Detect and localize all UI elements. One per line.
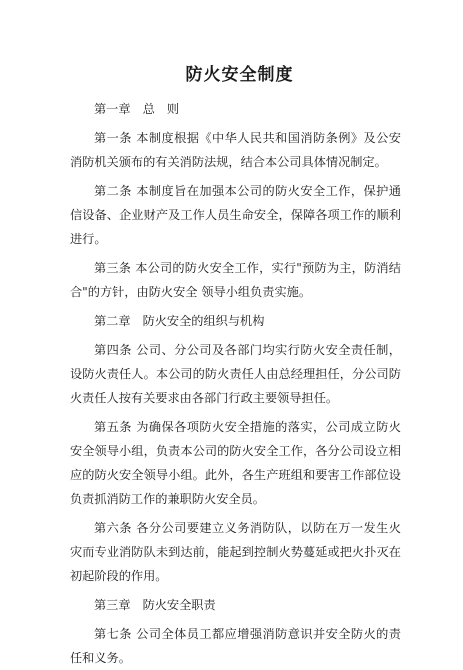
chapter-number: 第二章 bbox=[94, 314, 131, 328]
chapter-title: 总 则 bbox=[142, 102, 180, 116]
article-paragraph: 第五条 为确保各项防火安全措施的落实，公司成立防火安全领导小组，负责本公司的防火安全工作，各分公司设立相应的防火安全领导小组。此外，各生产班组和要害工作部位设负责抓消防工作的兼职防火安全员。 bbox=[70, 420, 401, 506]
document-title: 防火安全制度 bbox=[185, 65, 294, 85]
chapter-heading bbox=[70, 97, 401, 121]
article-paragraph: 第二条 本制度旨在加强本公司的防火安全工作，保护通信设备、企业财产及工作人员生命安全，保障各项工作的顺利进行。 bbox=[70, 184, 401, 246]
chapter-title: 防火安全的组织与机构 bbox=[142, 314, 265, 328]
chapter-heading bbox=[70, 309, 401, 333]
article-paragraph: 第七条 公司全体员工都应增强消防意识并安全防火的责任和义务。 bbox=[70, 627, 401, 665]
chapter-number: 第三章 bbox=[94, 598, 131, 612]
article-paragraph: 第一条 本制度根据《中华人民共和国消防条例》及公安消防机关颁布的有关消防法规，结合本公司具体情况制定。 bbox=[70, 131, 401, 169]
chapter-title: 防火安全职责 bbox=[142, 598, 216, 612]
chapter-number: 第一章 bbox=[94, 102, 131, 116]
article-paragraph: 第三条 本公司的防火安全工作，实行"预防为主，防消结合"的方针，由防火安全 领导小组负责实施。 bbox=[70, 261, 401, 299]
article-paragraph: 第六条 各分公司要建立义务消防队，以防在万一发生火灾而专业消防队未到达前，能起到控制火势蔓延或把火扑灭在初起阶段的作用。 bbox=[70, 521, 401, 583]
article-paragraph: 第四条 公司、分公司及各部门均实行防火安全责任制，设防火责任人。本公司的防火责任人由总经理担任，分公司防火责任人按有关要求由各部门行政主要领导担任。 bbox=[70, 343, 401, 405]
chapter-heading bbox=[70, 593, 401, 617]
